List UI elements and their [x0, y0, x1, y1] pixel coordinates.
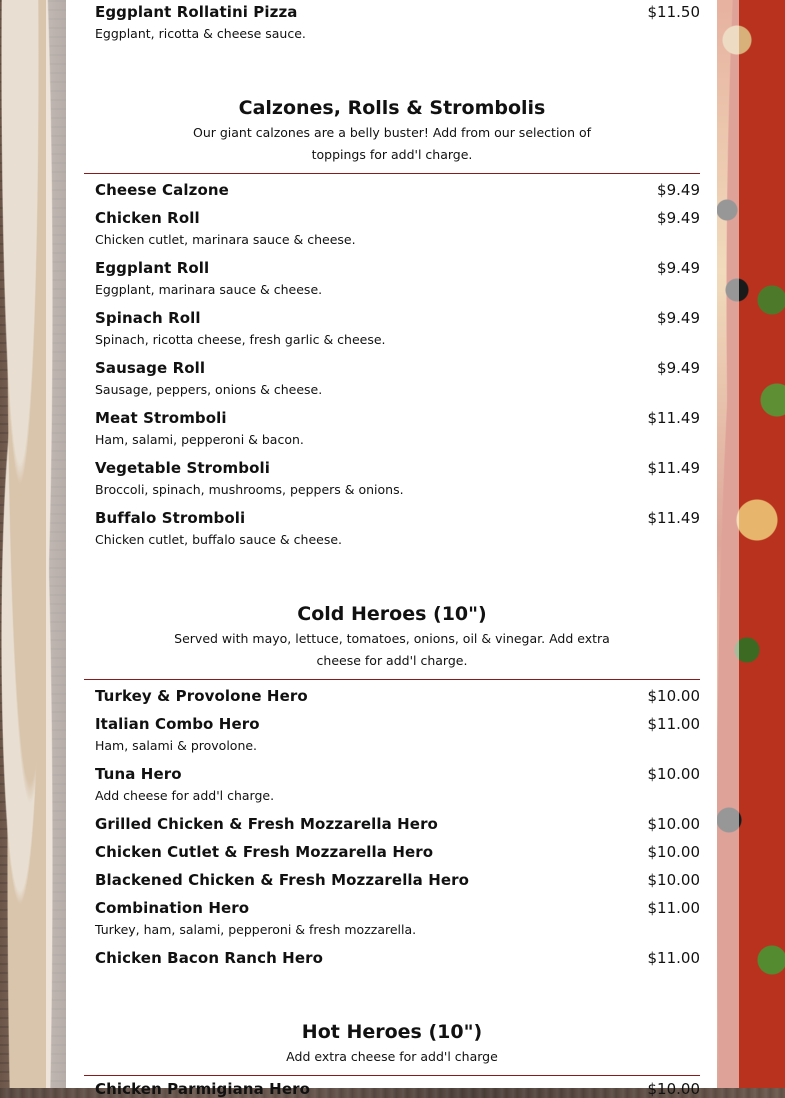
item-name: Spinach Roll	[95, 309, 201, 327]
section-subtitle: Add extra cheese for add'l charge	[286, 1049, 498, 1064]
item-description: Eggplant, marinara sauce & cheese.	[95, 282, 323, 297]
menu-panel	[66, 0, 717, 1098]
item-price: $9.49	[657, 259, 700, 277]
item-price: $11.00	[647, 715, 700, 733]
panel-edge-right	[717, 0, 739, 1088]
section-divider	[84, 1075, 700, 1076]
section-divider	[84, 679, 700, 680]
item-price: $11.49	[647, 459, 700, 477]
section-title: Calzones, Rolls & Strombolis	[238, 97, 546, 119]
item-name: Chicken Bacon Ranch Hero	[95, 949, 323, 967]
panel-edge-left	[46, 0, 66, 1088]
item-name: Eggplant Rollatini Pizza	[95, 3, 298, 21]
item-name: Eggplant Roll	[95, 259, 210, 277]
item-description: Add cheese for add'l charge.	[95, 788, 275, 803]
section-divider	[84, 173, 700, 174]
item-price: $9.49	[657, 209, 700, 227]
item-name: Tuna Hero	[95, 765, 182, 783]
item-price: $10.00	[647, 687, 700, 705]
item-price: $10.00	[647, 843, 700, 861]
item-description: Spinach, ricotta cheese, fresh garlic & cheese.	[95, 332, 386, 347]
section-title: Cold Heroes (10")	[297, 603, 487, 625]
item-price: $10.00	[647, 765, 700, 783]
item-name: Cheese Calzone	[95, 181, 229, 199]
item-price: $11.49	[647, 409, 700, 427]
item-name: Meat Stromboli	[95, 409, 227, 427]
item-name: Vegetable Stromboli	[95, 459, 270, 477]
item-price: $9.49	[657, 181, 700, 199]
item-description: Turkey, ham, salami, pepperoni & fresh mozzarella.	[95, 922, 417, 937]
item-name: Turkey & Provolone Hero	[95, 687, 308, 705]
item-description: Chicken cutlet, marinara sauce & cheese.	[95, 232, 356, 247]
section-title: Hot Heroes (10")	[301, 1021, 483, 1043]
item-price: $10.00	[647, 1080, 700, 1098]
item-description: Ham, salami, pepperoni & bacon.	[95, 432, 304, 447]
item-price: $11.49	[647, 509, 700, 527]
item-description: Chicken cutlet, buffalo sauce & cheese.	[95, 532, 343, 547]
item-name: Combination Hero	[95, 899, 250, 917]
item-name: Chicken Parmigiana Hero	[95, 1080, 311, 1098]
item-description: Sausage, peppers, onions & cheese.	[95, 382, 323, 397]
section-subtitle: Our giant calzones are a belly buster! Add from our selection of toppings for add'l charge.	[192, 125, 592, 162]
item-description: Ham, salami & provolone.	[95, 738, 258, 753]
item-price: $9.49	[657, 359, 700, 377]
item-price: $10.00	[647, 871, 700, 889]
item-price: $11.00	[647, 949, 700, 967]
item-name: Buffalo Stromboli	[95, 509, 246, 527]
item-price: $9.49	[657, 309, 700, 327]
item-description: Broccoli, spinach, mushrooms, peppers & onions.	[95, 482, 404, 497]
item-name: Sausage Roll	[95, 359, 206, 377]
item-name: Grilled Chicken & Fresh Mozzarella Hero	[95, 815, 438, 833]
item-name: Chicken Cutlet & Fresh Mozzarella Hero	[95, 843, 434, 861]
item-price: $11.00	[647, 899, 700, 917]
item-description: Eggplant, ricotta & cheese sauce.	[95, 26, 306, 41]
section-subtitle: Served with mayo, lettuce, tomatoes, onions, oil & vinegar. Add extra cheese for add'l charge.	[174, 631, 610, 668]
item-price: $10.00	[647, 815, 700, 833]
item-name: Italian Combo Hero	[95, 715, 260, 733]
item-name: Blackened Chicken & Fresh Mozzarella Hero	[95, 871, 470, 889]
item-name: Chicken Roll	[95, 209, 200, 227]
item-price: $11.50	[647, 3, 700, 21]
